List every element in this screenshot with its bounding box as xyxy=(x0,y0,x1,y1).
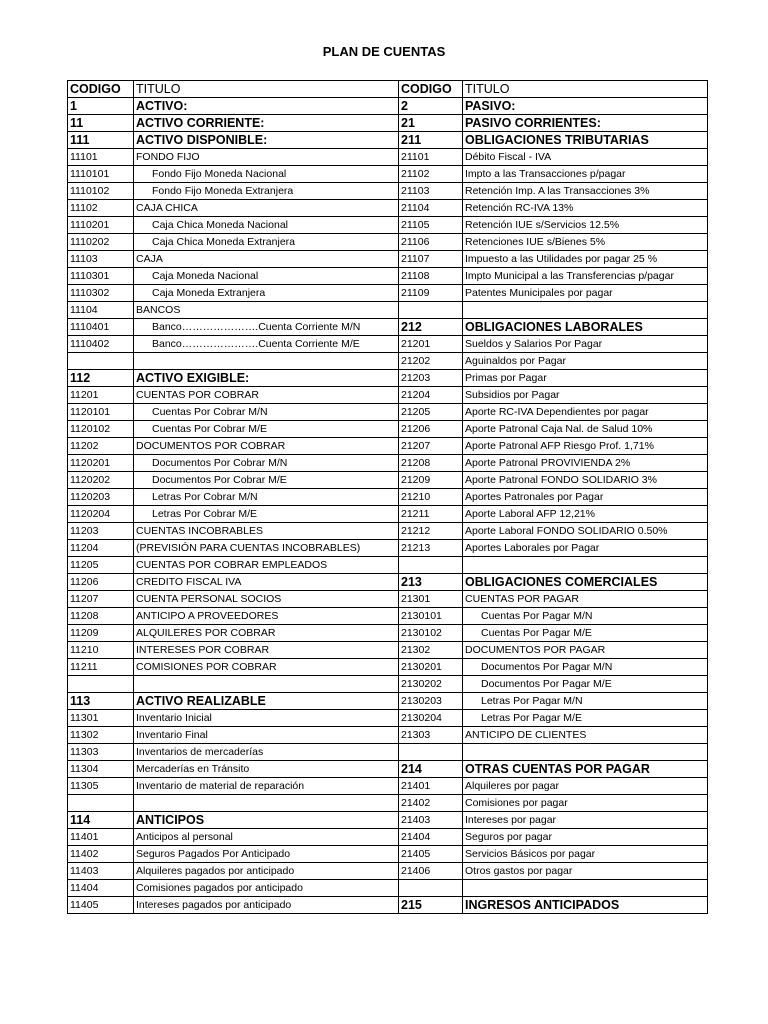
table-row xyxy=(68,744,708,761)
asset-code-cell: 11104 xyxy=(68,302,134,319)
liability-code-cell: 21303 xyxy=(399,727,463,744)
liability-title-cell: Aguinaldos por Pagar xyxy=(463,353,708,370)
liability-title-cell xyxy=(463,880,708,897)
asset-code-cell: 11 xyxy=(68,115,134,132)
liability-title-cell: PASIVO: xyxy=(463,98,708,115)
liability-title-cell: Retenciones IUE s/Bienes 5% xyxy=(463,234,708,251)
liability-title-cell: Documentos Por Pagar M/N xyxy=(463,659,708,676)
asset-code-cell: 1120204 xyxy=(68,506,134,523)
table-row xyxy=(68,880,708,897)
liability-code-cell: 21402 xyxy=(399,795,463,812)
table-row xyxy=(68,540,708,557)
liability-title-cell: Servicios Básicos por pagar xyxy=(463,846,708,863)
asset-title-cell: Banco………………….Cuenta Corriente M/E xyxy=(134,336,399,353)
asset-title-cell: Intereses pagados por anticipado xyxy=(134,897,399,914)
asset-code-cell: 1110401 xyxy=(68,319,134,336)
liability-code-cell: 2130204 xyxy=(399,710,463,727)
liability-title-cell: OBLIGACIONES LABORALES xyxy=(463,319,708,336)
asset-code-cell: 1110202 xyxy=(68,234,134,251)
liability-title-cell: OTRAS CUENTAS POR PAGAR xyxy=(463,761,708,778)
liability-title-cell: Retención RC-IVA 13% xyxy=(463,200,708,217)
asset-code-cell: 1110402 xyxy=(68,336,134,353)
page-title: PLAN DE CUENTAS xyxy=(322,44,446,59)
liability-code-cell: 21109 xyxy=(399,285,463,302)
liability-code-cell xyxy=(399,302,463,319)
table-row xyxy=(68,761,708,778)
liability-code-cell: 21212 xyxy=(399,523,463,540)
asset-title-cell: Caja Moneda Extranjera xyxy=(134,285,399,302)
table-row xyxy=(68,693,708,710)
asset-title-cell: CAJA CHICA xyxy=(134,200,399,217)
liability-title-cell: Impuesto a las Utilidades por pagar 25 % xyxy=(463,251,708,268)
liability-title-cell: Seguros por pagar xyxy=(463,829,708,846)
asset-code-cell: 11405 xyxy=(68,897,134,914)
table-row xyxy=(68,98,708,115)
asset-title-cell: CREDITO FISCAL IVA xyxy=(134,574,399,591)
asset-code-cell: 11203 xyxy=(68,523,134,540)
asset-code-cell: 11211 xyxy=(68,659,134,676)
asset-title-cell: Inventario de material de reparación xyxy=(134,778,399,795)
liability-title-cell: Aporte Laboral AFP 12,21% xyxy=(463,506,708,523)
liability-title-cell: OBLIGACIONES TRIBUTARIAS xyxy=(463,132,708,149)
liability-title-cell: ANTICIPO DE CLIENTES xyxy=(463,727,708,744)
asset-code-cell: 11205 xyxy=(68,557,134,574)
asset-title-cell: CUENTAS INCOBRABLES xyxy=(134,523,399,540)
asset-title-cell: CAJA xyxy=(134,251,399,268)
asset-title-cell: Comisiones pagados por anticipado xyxy=(134,880,399,897)
liability-code-cell: 21102 xyxy=(399,166,463,183)
table-row xyxy=(68,778,708,795)
asset-code-cell: 11302 xyxy=(68,727,134,744)
liability-title-cell: Aporte Patronal Caja Nal. de Salud 10% xyxy=(463,421,708,438)
asset-title-cell: Caja Chica Moneda Nacional xyxy=(134,217,399,234)
asset-title-cell: INTERESES POR COBRAR xyxy=(134,642,399,659)
liability-code-cell: 2130203 xyxy=(399,693,463,710)
asset-code-cell: 1110301 xyxy=(68,268,134,285)
asset-title-cell: CUENTAS POR COBRAR xyxy=(134,387,399,404)
asset-code-cell: 112 xyxy=(68,370,134,387)
liability-code-cell: 21213 xyxy=(399,540,463,557)
liability-code-cell: 21302 xyxy=(399,642,463,659)
asset-title-cell: ACTIVO EXIGIBLE: xyxy=(134,370,399,387)
liability-title-cell: Aportes Laborales por Pagar xyxy=(463,540,708,557)
asset-title-cell: (PREVISIÓN PARA CUENTAS INCOBRABLES) xyxy=(134,540,399,557)
asset-title-cell: ACTIVO CORRIENTE: xyxy=(134,115,399,132)
table-body xyxy=(68,81,708,914)
asset-title-cell: Letras Por Cobrar M/N xyxy=(134,489,399,506)
liability-title-cell: Aporte Patronal PROVIVIENDA 2% xyxy=(463,455,708,472)
asset-code-cell: 11404 xyxy=(68,880,134,897)
liability-code-cell: 21202 xyxy=(399,353,463,370)
table-row xyxy=(68,489,708,506)
asset-code-cell: 11202 xyxy=(68,438,134,455)
table-row xyxy=(68,234,708,251)
table-row xyxy=(68,829,708,846)
liability-code-cell: 21405 xyxy=(399,846,463,863)
liability-title-cell: Otros gastos por pagar xyxy=(463,863,708,880)
asset-title-cell: Alquileres pagados por anticipado xyxy=(134,863,399,880)
asset-title-cell: Banco………………….Cuenta Corriente M/N xyxy=(134,319,399,336)
liability-title-cell: Letras Por Pagar M/N xyxy=(463,693,708,710)
table-row xyxy=(68,421,708,438)
liability-title-cell: Impto a las Transacciones p/pagar xyxy=(463,166,708,183)
table-row xyxy=(68,455,708,472)
asset-code-cell: 1110302 xyxy=(68,285,134,302)
asset-code-cell: 1110201 xyxy=(68,217,134,234)
asset-title-cell: Cuentas Por Cobrar M/N xyxy=(134,404,399,421)
liability-code-cell: 2130202 xyxy=(399,676,463,693)
asset-code-cell: CODIGO xyxy=(68,81,134,98)
asset-title-cell: Fondo Fijo Moneda Extranjera xyxy=(134,183,399,200)
table-row xyxy=(68,438,708,455)
asset-code-cell: 11208 xyxy=(68,608,134,625)
asset-title-cell: Anticipos al personal xyxy=(134,829,399,846)
liability-title-cell: INGRESOS ANTICIPADOS xyxy=(463,897,708,914)
liability-title-cell: Subsidios por Pagar xyxy=(463,387,708,404)
asset-title-cell: ACTIVO DISPONIBLE: xyxy=(134,132,399,149)
liability-code-cell: 21106 xyxy=(399,234,463,251)
liability-title-cell: Aporte Laboral FONDO SOLIDARIO 0.50% xyxy=(463,523,708,540)
asset-code-cell: 11401 xyxy=(68,829,134,846)
asset-title-cell: ACTIVO: xyxy=(134,98,399,115)
asset-code-cell: 11204 xyxy=(68,540,134,557)
liability-title-cell: Letras Por Pagar M/E xyxy=(463,710,708,727)
asset-code-cell: 11103 xyxy=(68,251,134,268)
liability-title-cell: Intereses por pagar xyxy=(463,812,708,829)
asset-code-cell: 11301 xyxy=(68,710,134,727)
table-row xyxy=(68,149,708,166)
liability-code-cell: CODIGO xyxy=(399,81,463,98)
liability-code-cell: 21105 xyxy=(399,217,463,234)
asset-code-cell xyxy=(68,353,134,370)
liability-code-cell: 21104 xyxy=(399,200,463,217)
liability-code-cell: 21404 xyxy=(399,829,463,846)
asset-code-cell: 114 xyxy=(68,812,134,829)
asset-title-cell: Caja Chica Moneda Extranjera xyxy=(134,234,399,251)
asset-title-cell: COMISIONES POR COBRAR xyxy=(134,659,399,676)
asset-code-cell xyxy=(68,676,134,693)
liability-code-cell: 21205 xyxy=(399,404,463,421)
chart-of-accounts-table xyxy=(67,80,708,914)
table-row xyxy=(68,404,708,421)
asset-title-cell: Fondo Fijo Moneda Nacional xyxy=(134,166,399,183)
liability-code-cell: 21204 xyxy=(399,387,463,404)
liability-title-cell: Alquileres por pagar xyxy=(463,778,708,795)
asset-code-cell: 11209 xyxy=(68,625,134,642)
table-row xyxy=(68,795,708,812)
table-row xyxy=(68,319,708,336)
asset-title-cell: Documentos Por Cobrar M/N xyxy=(134,455,399,472)
header-row xyxy=(68,81,708,98)
liability-code-cell: 21208 xyxy=(399,455,463,472)
liability-title-cell: DOCUMENTOS POR PAGAR xyxy=(463,642,708,659)
liability-code-cell: 21209 xyxy=(399,472,463,489)
table-row xyxy=(68,676,708,693)
asset-code-cell: 1120201 xyxy=(68,455,134,472)
liability-code-cell: 21203 xyxy=(399,370,463,387)
liability-code-cell: 21103 xyxy=(399,183,463,200)
liability-title-cell: Aporte Patronal AFP Riesgo Prof. 1,71% xyxy=(463,438,708,455)
liability-title-cell: Sueldos y Salarios Por Pagar xyxy=(463,336,708,353)
table-row xyxy=(68,115,708,132)
asset-code-cell: 1 xyxy=(68,98,134,115)
table-row xyxy=(68,268,708,285)
liability-code-cell: 21401 xyxy=(399,778,463,795)
liability-code-cell: 21206 xyxy=(399,421,463,438)
asset-code-cell: 11101 xyxy=(68,149,134,166)
asset-code-cell: 11304 xyxy=(68,761,134,778)
asset-title-cell: TITULO xyxy=(134,81,399,98)
table-row xyxy=(68,727,708,744)
table-row xyxy=(68,251,708,268)
liability-title-cell: Aportes Patronales por Pagar xyxy=(463,489,708,506)
table-row xyxy=(68,370,708,387)
asset-title-cell: Inventario Inicial xyxy=(134,710,399,727)
asset-title-cell: DOCUMENTOS POR COBRAR xyxy=(134,438,399,455)
liability-title-cell xyxy=(463,302,708,319)
asset-title-cell: Letras Por Cobrar M/E xyxy=(134,506,399,523)
asset-code-cell: 11210 xyxy=(68,642,134,659)
asset-code-cell: 11201 xyxy=(68,387,134,404)
asset-code-cell: 1120101 xyxy=(68,404,134,421)
asset-code-cell: 11402 xyxy=(68,846,134,863)
liability-code-cell xyxy=(399,557,463,574)
table-row xyxy=(68,625,708,642)
liability-code-cell: 21 xyxy=(399,115,463,132)
table-row xyxy=(68,608,708,625)
liability-title-cell: Documentos Por Pagar M/E xyxy=(463,676,708,693)
table-row xyxy=(68,200,708,217)
asset-code-cell xyxy=(68,795,134,812)
liability-title-cell: Aporte Patronal FONDO SOLIDARIO 3% xyxy=(463,472,708,489)
liability-title-cell xyxy=(463,744,708,761)
liability-code-cell xyxy=(399,744,463,761)
table-row xyxy=(68,506,708,523)
liability-code-cell: 2130101 xyxy=(399,608,463,625)
liability-title-cell: Retención IUE s/Servicios 12.5% xyxy=(463,217,708,234)
liability-code-cell: 2130102 xyxy=(399,625,463,642)
liability-code-cell: 2130201 xyxy=(399,659,463,676)
table-row xyxy=(68,642,708,659)
asset-code-cell: 1110102 xyxy=(68,183,134,200)
asset-title-cell: CUENTAS POR COBRAR EMPLEADOS xyxy=(134,557,399,574)
table-row xyxy=(68,183,708,200)
asset-title-cell: Seguros Pagados Por Anticipado xyxy=(134,846,399,863)
asset-title-cell: ANTICIPO A PROVEEDORES xyxy=(134,608,399,625)
liability-code-cell xyxy=(399,880,463,897)
asset-code-cell: 11206 xyxy=(68,574,134,591)
liability-title-cell: Aporte RC-IVA Dependientes por pagar xyxy=(463,404,708,421)
liability-title-cell xyxy=(463,557,708,574)
table-row xyxy=(68,302,708,319)
table-row xyxy=(68,387,708,404)
table-row xyxy=(68,863,708,880)
asset-title-cell: ACTIVO REALIZABLE xyxy=(134,693,399,710)
asset-code-cell: 1120203 xyxy=(68,489,134,506)
asset-code-cell: 11403 xyxy=(68,863,134,880)
asset-code-cell: 113 xyxy=(68,693,134,710)
asset-title-cell: CUENTA PERSONAL SOCIOS xyxy=(134,591,399,608)
liability-code-cell: 211 xyxy=(399,132,463,149)
liability-code-cell: 21107 xyxy=(399,251,463,268)
liability-code-cell: 21108 xyxy=(399,268,463,285)
liability-title-cell: CUENTAS POR PAGAR xyxy=(463,591,708,608)
table-row xyxy=(68,166,708,183)
liability-code-cell: 214 xyxy=(399,761,463,778)
liability-title-cell: Patentes Municipales por pagar xyxy=(463,285,708,302)
table-row xyxy=(68,710,708,727)
liability-code-cell: 213 xyxy=(399,574,463,591)
liability-code-cell: 215 xyxy=(399,897,463,914)
table-row xyxy=(68,812,708,829)
asset-code-cell: 1110101 xyxy=(68,166,134,183)
table-row xyxy=(68,132,708,149)
liability-title-cell: Débito Fiscal - IVA xyxy=(463,149,708,166)
asset-title-cell: BANCOS xyxy=(134,302,399,319)
asset-code-cell: 11303 xyxy=(68,744,134,761)
liability-title-cell: PASIVO CORRIENTES: xyxy=(463,115,708,132)
table-row xyxy=(68,336,708,353)
table-row xyxy=(68,523,708,540)
liability-code-cell: 21207 xyxy=(399,438,463,455)
table-row xyxy=(68,217,708,234)
liability-title-cell: Primas por Pagar xyxy=(463,370,708,387)
table-row xyxy=(68,472,708,489)
asset-code-cell: 111 xyxy=(68,132,134,149)
liability-title-cell: TITULO xyxy=(463,81,708,98)
liability-title-cell: Cuentas Por Pagar M/N xyxy=(463,608,708,625)
table-row xyxy=(68,591,708,608)
table-row xyxy=(68,574,708,591)
liability-code-cell: 21201 xyxy=(399,336,463,353)
liability-title-cell: OBLIGACIONES COMERCIALES xyxy=(463,574,708,591)
asset-title-cell: Mercaderías en Tránsito xyxy=(134,761,399,778)
table-row xyxy=(68,659,708,676)
liability-title-cell: Comisiones por pagar xyxy=(463,795,708,812)
asset-title-cell: Caja Moneda Nacional xyxy=(134,268,399,285)
table-row xyxy=(68,846,708,863)
table-row xyxy=(68,897,708,914)
asset-title-cell: FONDO FIJO xyxy=(134,149,399,166)
asset-code-cell: 11207 xyxy=(68,591,134,608)
asset-title-cell xyxy=(134,795,399,812)
liability-code-cell: 21101 xyxy=(399,149,463,166)
asset-code-cell: 11102 xyxy=(68,200,134,217)
asset-code-cell: 1120202 xyxy=(68,472,134,489)
liability-code-cell: 21211 xyxy=(399,506,463,523)
liability-title-cell: Retención Imp. A las Transacciones 3% xyxy=(463,183,708,200)
liability-code-cell: 21210 xyxy=(399,489,463,506)
liability-code-cell: 212 xyxy=(399,319,463,336)
asset-code-cell: 1120102 xyxy=(68,421,134,438)
asset-title-cell: Inventarios de mercaderías xyxy=(134,744,399,761)
liability-code-cell: 2 xyxy=(399,98,463,115)
asset-title-cell: ALQUILERES POR COBRAR xyxy=(134,625,399,642)
table-row xyxy=(68,353,708,370)
asset-title-cell xyxy=(134,676,399,693)
liability-code-cell: 21406 xyxy=(399,863,463,880)
asset-code-cell: 11305 xyxy=(68,778,134,795)
asset-title-cell: Cuentas Por Cobrar M/E xyxy=(134,421,399,438)
asset-title-cell xyxy=(134,353,399,370)
asset-title-cell: Documentos Por Cobrar M/E xyxy=(134,472,399,489)
liability-title-cell: Cuentas Por Pagar M/E xyxy=(463,625,708,642)
liability-code-cell: 21301 xyxy=(399,591,463,608)
liability-code-cell: 21403 xyxy=(399,812,463,829)
liability-title-cell: Impto Municipal a las Transferencias p/pagar xyxy=(463,268,708,285)
asset-title-cell: ANTICIPOS xyxy=(134,812,399,829)
asset-title-cell: Inventario Final xyxy=(134,727,399,744)
table-row xyxy=(68,557,708,574)
table-row xyxy=(68,285,708,302)
